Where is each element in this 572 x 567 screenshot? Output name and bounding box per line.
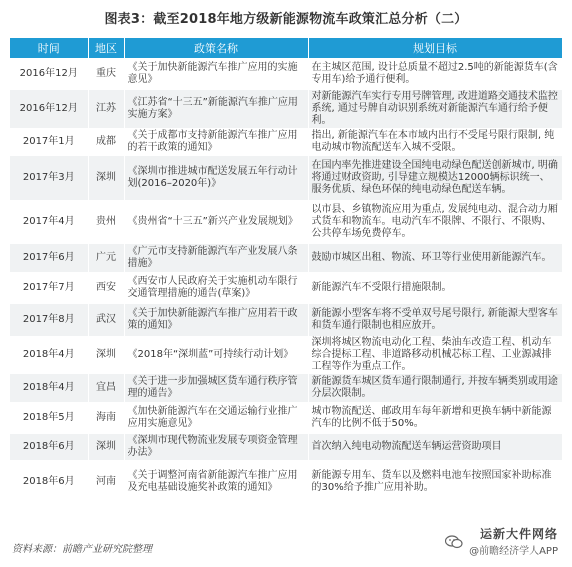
table-row	[10, 434, 562, 460]
column-header-region: 地区	[88, 38, 124, 58]
cell-policy: 《关于成都市支持新能源汽车推广应用的若干政策的通知》	[124, 128, 308, 156]
cell-policy: 《深圳市现代物流业发展专项资金管理办法》	[124, 434, 308, 460]
cell-goal: 指出, 新能源汽车在本市域内出行不受尾号限行限制, 纯电动城市物流配送车入城不受限。	[308, 128, 562, 156]
cell-time: 2017年8月	[10, 304, 88, 336]
cell-time: 2017年6月	[10, 244, 88, 272]
cell-time: 2018年5月	[10, 402, 88, 434]
table-row	[10, 200, 562, 244]
cell-policy: 《西安市人民政府关于实施机动车限行交通管理措施的通告(草案)》	[124, 272, 308, 304]
cell-region: 西安	[88, 272, 124, 304]
table-row	[10, 460, 562, 504]
source-note: 资料来源：前瞻产业研究院整理	[12, 544, 152, 555]
cell-goal: 对新能源汽车实行专用号牌管理, 改进道路交通技术监控系统, 通过号牌自动识别系统对新能源汽车通行给予便利。	[308, 90, 562, 128]
table-row	[10, 304, 562, 336]
cell-time: 2018年4月	[10, 336, 88, 374]
cell-region: 深圳	[88, 434, 124, 460]
column-header-goal: 规划目标	[308, 38, 562, 58]
cell-goal: 鼓励市城区出租、物流、环卫等行业使用新能源汽车。	[308, 244, 562, 272]
cell-time: 2017年4月	[10, 200, 88, 244]
cell-goal: 首次纳入纯电动物流配送车辆运营资助项目	[308, 434, 562, 460]
cell-time: 2016年12月	[10, 58, 88, 90]
cell-time: 2016年12月	[10, 90, 88, 128]
policy-table	[10, 38, 563, 504]
table-row	[10, 128, 562, 156]
cell-time: 2017年7月	[10, 272, 88, 304]
cell-goal: 新能源汽车不受限行措施限制。	[308, 272, 562, 304]
cell-policy: 《2018年“深圳蓝”可持续行动计划》	[124, 336, 308, 374]
cell-policy: 《深圳市推进城市配送发展五年行动计划(2016–2020年)》	[124, 156, 308, 200]
cell-region: 江苏	[88, 90, 124, 128]
page-title: 图表3：截至2018年地方级新能源物流车政策汇总分析（二）	[104, 12, 468, 27]
cell-goal: 在国内率先推进建设全国纯电动绿色配送创新城市, 明确将通过财政资助, 引导建立规模达12000辆标识统一、服务优质、绿色环保的纯电动绿色配送车辆。	[308, 156, 562, 200]
cell-goal: 城市物流配送、邮政用车每年新增和更换车辆中新能源汽车的比例不低于50%。	[308, 402, 562, 434]
watermark	[445, 525, 558, 557]
table-row	[10, 244, 562, 272]
cell-region: 重庆	[88, 58, 124, 90]
cell-policy: 《关于加快新能源汽车推广应用若干政策的通知》	[124, 304, 308, 336]
cell-time: 2017年1月	[10, 128, 88, 156]
cell-goal: 在主城区范围, 设计总质量不超过2.5吨的新能源货车(含专用车)给予通行便利。	[308, 58, 562, 90]
cell-region: 广元	[88, 244, 124, 272]
cell-policy: 《江苏省“十三五”新能源汽车推广应用实施方案》	[124, 90, 308, 128]
cell-region: 贵州	[88, 200, 124, 244]
cell-goal: 新能源专用车、货车以及燃料电池车按照国家补助标准的30%给予推广应用补助。	[308, 460, 562, 504]
cell-time: 2018年6月	[10, 434, 88, 460]
cell-goal: 新能源小型客车将不受单双号尾号限行, 新能源大型客车和货车通行限制也相应放开。	[308, 304, 562, 336]
column-header-policy: 政策名称	[124, 38, 308, 58]
cell-time: 2017年3月	[10, 156, 88, 200]
cell-region: 海南	[88, 402, 124, 434]
cell-policy: 《关于加快新能源汽车推广应用的实施意见》	[124, 58, 308, 90]
cell-region: 宜昌	[88, 374, 124, 402]
table-row	[10, 58, 562, 90]
table-body	[10, 58, 562, 504]
cell-goal: 以市县、乡镇物流应用为重点, 发展纯电动、混合动力厢式货车和物流车。电动汽车不限牌、不限行、不限购、公共停车场免费停车。	[308, 200, 562, 244]
cell-region: 深圳	[88, 336, 124, 374]
cell-policy: 《贵州省“十三五”新兴产业发展规划》	[124, 200, 308, 244]
table-row	[10, 336, 562, 374]
wechat-icon	[445, 534, 463, 548]
table-row	[10, 90, 562, 128]
cell-goal: 新能源货车城区货车通行限制通行, 并按车辆类别或用途分层次限制。	[308, 374, 562, 402]
watermark-line1: 运新大件网络	[479, 527, 558, 541]
cell-region: 成都	[88, 128, 124, 156]
cell-time: 2018年4月	[10, 374, 88, 402]
cell-policy: 《关于进一步加强城区货车通行秩序管理的通告》	[124, 374, 308, 402]
cell-policy: 《加快新能源汽车在交通运输行业推广应用实施意见》	[124, 402, 308, 434]
cell-goal: 深圳将城区物流电动化工程、柴油车改造工程、机动车综合提标工程、非道路移动机械芯标工程、工业源减排工程等作为重点工作。	[308, 336, 562, 374]
table-row	[10, 374, 562, 402]
table-header-row	[10, 38, 562, 58]
table-row	[10, 402, 562, 434]
table-row	[10, 272, 562, 304]
cell-region: 河南	[88, 460, 124, 504]
cell-time: 2018年6月	[10, 460, 88, 504]
table-row	[10, 156, 562, 200]
column-header-time: 时间	[10, 38, 88, 58]
cell-policy: 《广元市支持新能源汽车产业发展八条措施》	[124, 244, 308, 272]
cell-region: 武汉	[88, 304, 124, 336]
watermark-line2: @前瞻经济学人APP	[469, 546, 558, 557]
cell-region: 深圳	[88, 156, 124, 200]
cell-policy: 《关于调整河南省新能源汽车推广应用及充电基础设施奖补政策的通知》	[124, 460, 308, 504]
